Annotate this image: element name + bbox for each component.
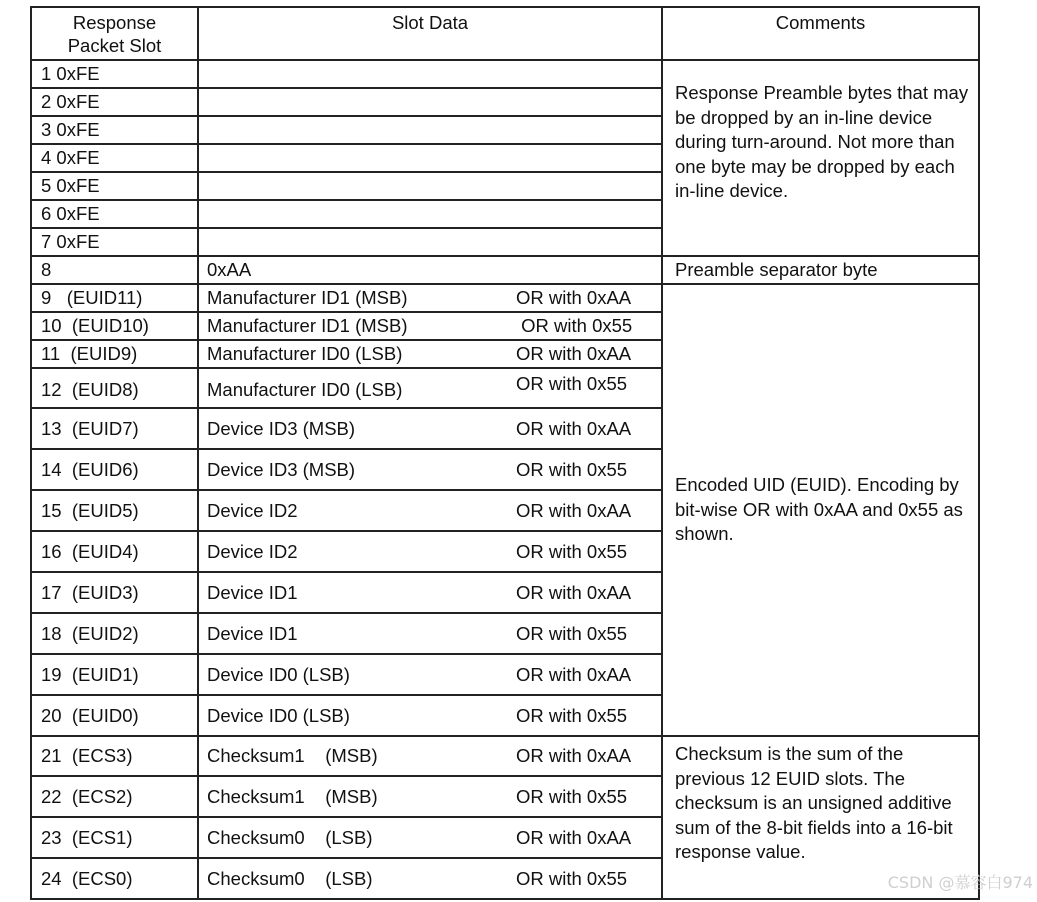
slot-data-value: Device ID1	[207, 622, 298, 644]
header-comments: Comments	[662, 7, 979, 60]
table-row	[31, 256, 979, 284]
or-mask-value: OR with 0x55	[516, 373, 628, 394]
slot-cell: 10 (EUID10)	[31, 312, 198, 340]
slot-data-cell	[198, 144, 662, 172]
slot-data-value: Device ID2	[207, 499, 298, 521]
slot-data-cell	[198, 776, 662, 817]
comment-preamble: Response Preamble bytes that may be dropped by an in-line device during turn-around. Not more than one byte may be dropped by each in-line device.	[662, 60, 979, 256]
slot-data-cell	[198, 490, 662, 531]
slot-data-cell	[198, 531, 662, 572]
slot-data-cell	[198, 228, 662, 256]
slot-data-value: Manufacturer ID0 (LSB)	[207, 379, 403, 400]
or-mask-value: OR with 0xAA	[516, 581, 632, 603]
slot-cell: 12 (EUID8)	[31, 368, 198, 408]
or-mask-value: OR with 0x55	[516, 458, 628, 480]
or-mask-value: OR with 0x55	[516, 704, 628, 726]
slot-data-cell	[198, 200, 662, 228]
slot-cell: 7 0xFE	[31, 228, 198, 256]
slot-cell: 4 0xFE	[31, 144, 198, 172]
slot-data-cell	[198, 654, 662, 695]
slot-data-value: Device ID3 (MSB)	[207, 458, 356, 480]
slot-data-value: Device ID3 (MSB)	[207, 417, 356, 439]
table-row	[31, 736, 979, 776]
or-mask-value: OR with 0x55	[516, 867, 628, 889]
slot-data-cell	[198, 340, 662, 368]
slot-cell: 22 (ECS2)	[31, 776, 198, 817]
slot-data-cell	[198, 817, 662, 858]
slot-data-cell	[198, 858, 662, 899]
comment-checksum: Checksum is the sum of the previous 12 EUID slots. The checksum is an unsigned additive sum of the 8-bit fields into a 16-bit response value.	[662, 736, 979, 899]
slot-cell: 21 (ECS3)	[31, 736, 198, 776]
watermark: CSDN @慕容白974	[887, 873, 1033, 892]
slot-data-cell	[198, 736, 662, 776]
slot-cell: 11 (EUID9)	[31, 340, 198, 368]
or-mask-value: OR with 0xAA	[516, 663, 632, 685]
comment-euid: Encoded UID (EUID). Encoding by bit-wise OR with 0xAA and 0x55 as shown.	[662, 284, 979, 736]
slot-data-value: 0xAA	[207, 259, 252, 280]
slot-data-value: Checksum1 (MSB)	[207, 745, 378, 766]
slot-data-value: Device ID0 (LSB)	[207, 704, 350, 726]
slot-data-value: Device ID1	[207, 581, 298, 603]
slot-data-value: Checksum0 (LSB)	[207, 826, 373, 848]
slot-data-cell	[198, 312, 662, 340]
slot-data-value: Checksum1 (MSB)	[207, 785, 378, 807]
slot-data-cell	[198, 695, 662, 736]
or-mask-value: OR with 0x55	[516, 622, 628, 644]
slot-cell: 9 (EUID11)	[31, 284, 198, 312]
slot-data-cell	[198, 116, 662, 144]
slot-cell: 3 0xFE	[31, 116, 198, 144]
comment-separator: Preamble separator byte	[662, 256, 979, 284]
or-mask-value: OR with 0xAA	[516, 499, 632, 521]
slot-cell: 16 (EUID4)	[31, 531, 198, 572]
slot-data-cell	[198, 408, 662, 449]
or-mask-value: OR with 0xAA	[516, 287, 632, 308]
slot-cell: 8	[31, 256, 198, 284]
slot-data-cell	[198, 172, 662, 200]
slot-data-value: Checksum0 (LSB)	[207, 867, 373, 889]
slot-cell: 14 (EUID6)	[31, 449, 198, 490]
slot-cell: 24 (ECS0)	[31, 858, 198, 899]
slot-data-cell	[198, 613, 662, 654]
slot-data-value: Manufacturer ID1 (MSB)	[207, 315, 408, 336]
slot-cell: 20 (EUID0)	[31, 695, 198, 736]
or-mask-value: OR with 0x55	[516, 785, 628, 807]
table-row	[31, 60, 979, 88]
slot-data-cell	[198, 88, 662, 116]
header-slot-data: Slot Data	[198, 7, 662, 60]
slot-cell: 1 0xFE	[31, 60, 198, 88]
response-packet-table	[30, 6, 980, 900]
slot-data-cell	[198, 256, 662, 284]
table-row	[31, 284, 979, 312]
slot-data-cell	[198, 572, 662, 613]
slot-data-cell	[198, 368, 662, 408]
slot-cell: 17 (EUID3)	[31, 572, 198, 613]
slot-cell: 18 (EUID2)	[31, 613, 198, 654]
slot-cell: 2 0xFE	[31, 88, 198, 116]
slot-data-cell	[198, 284, 662, 312]
or-mask-value: OR with 0xAA	[516, 343, 632, 364]
slot-data-value: Device ID2	[207, 540, 298, 562]
slot-cell: 13 (EUID7)	[31, 408, 198, 449]
slot-data-cell	[198, 60, 662, 88]
slot-cell: 23 (ECS1)	[31, 817, 198, 858]
or-mask-value: OR with 0xAA	[516, 417, 632, 439]
slot-data-cell	[198, 449, 662, 490]
slot-cell: 6 0xFE	[31, 200, 198, 228]
slot-data-value: Manufacturer ID0 (LSB)	[207, 343, 403, 364]
slot-data-value: Manufacturer ID1 (MSB)	[207, 287, 408, 308]
slot-data-value: Device ID0 (LSB)	[207, 663, 350, 685]
or-mask-value: OR with 0xAA	[516, 826, 632, 848]
slot-cell: 15 (EUID5)	[31, 490, 198, 531]
table-header-row	[31, 7, 979, 60]
or-mask-value: OR with 0x55	[516, 315, 633, 336]
slot-cell: 19 (EUID1)	[31, 654, 198, 695]
header-response-packet-slot: Response Packet Slot	[31, 7, 198, 60]
slot-cell: 5 0xFE	[31, 172, 198, 200]
or-mask-value: OR with 0x55	[516, 540, 628, 562]
or-mask-value: OR with 0xAA	[516, 745, 632, 766]
